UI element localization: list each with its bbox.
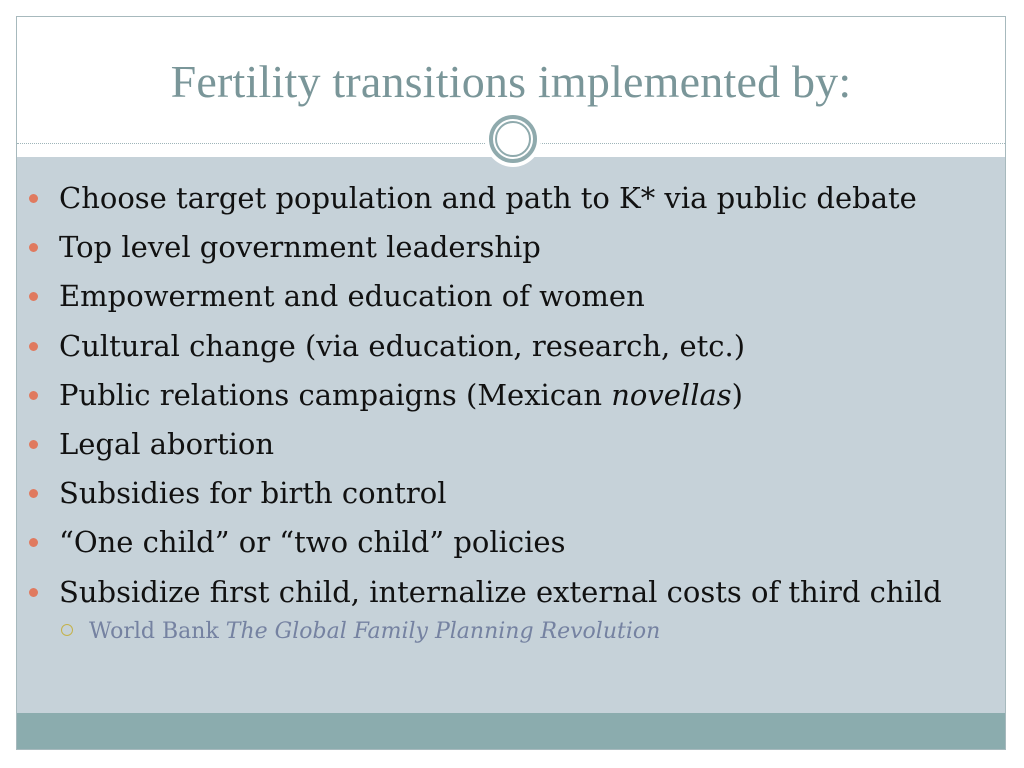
list-item: [17, 521, 1005, 570]
bullet-text: Empowerment and education of women: [59, 279, 645, 314]
sub-bullet: [61, 617, 660, 647]
bullet-text: Subsidize first child, internalize external costs of third child: [59, 574, 942, 609]
list-item: [17, 275, 1005, 324]
bullet-text-part: Public relations campaigns (Mexican: [59, 377, 612, 412]
bullet-icon: [29, 538, 38, 547]
bullet-icon: [29, 588, 38, 597]
bullet-icon: [29, 292, 38, 301]
bullet-icon: [29, 194, 38, 203]
list-item: [17, 374, 1005, 423]
bullet-text-part: ): [731, 377, 743, 412]
bullet-text-italic: novellas: [611, 377, 732, 412]
sub-bullet-icon: [61, 624, 73, 636]
bullet-icon: [29, 489, 38, 498]
slide-title: Fertility transitions implemented by:: [170, 56, 852, 107]
list-item: [17, 226, 1005, 275]
bullet-text: Top level government leadership: [59, 230, 541, 265]
list-item: [17, 423, 1005, 472]
bullet-icon: [29, 243, 38, 252]
divider-ornament-center: [495, 121, 531, 157]
bullet-text: Choose target population and path to K* via public debate: [59, 181, 917, 215]
list-item: [17, 571, 1005, 620]
sub-bullet-text: World Bank: [89, 619, 226, 644]
list-item: [17, 325, 1005, 374]
bullet-text: Cultural change (via education, research, etc.): [59, 328, 746, 363]
bullet-text: Subsidies for birth control: [59, 476, 447, 511]
bullet-text: Legal abortion: [59, 426, 275, 461]
footer-bar: [17, 713, 1005, 749]
bullet-list: [17, 177, 1005, 620]
slide: [16, 16, 1006, 750]
bullet-icon: [29, 391, 38, 400]
list-item: [17, 177, 1005, 226]
list-item: [17, 472, 1005, 521]
bullet-text: “One child” or “two child” policies: [59, 525, 566, 560]
bullet-text: [59, 378, 743, 412]
bullet-icon: [29, 342, 38, 351]
bullet-icon: [29, 440, 38, 449]
sub-bullet-text-italic: The Global Family Planning Revolution: [225, 619, 661, 644]
